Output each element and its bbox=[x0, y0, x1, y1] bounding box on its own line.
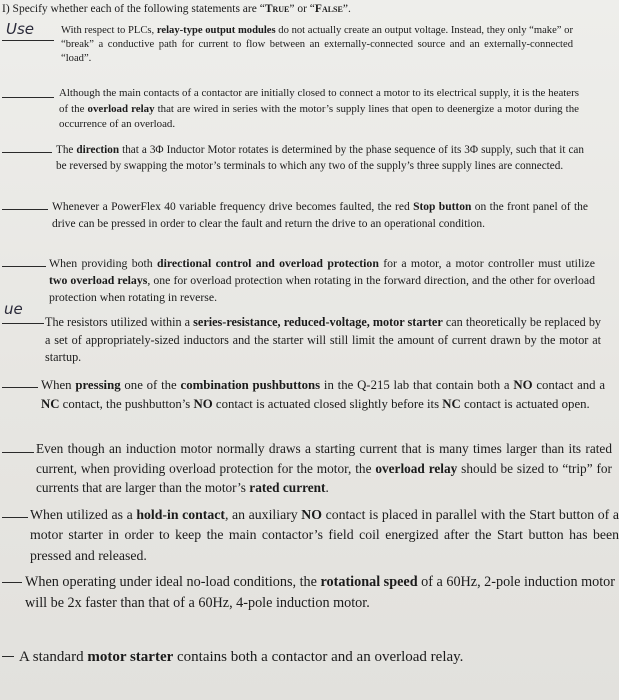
bold-term: Stop button bbox=[413, 201, 472, 213]
question-header bbox=[2, 3, 351, 15]
statement-text: do not actually create an output voltage. Instead, they only “make” or “break” a conductive path for current to flow between an externally-connected source and an externally-connected “load”. bbox=[61, 25, 574, 65]
bold-term: hold-in contact bbox=[136, 507, 225, 522]
statement-text: that a 3Φ Inductor Motor rotates is determined by the phase sequence of its 3Φ supply, such that it can be reversed by swapping the motor’s terminals to which any two of the supply’s three supply lines are connected. bbox=[56, 144, 584, 173]
header-text-before: Specify whether each of the following statements are “ bbox=[12, 3, 265, 15]
statement-3 bbox=[56, 142, 584, 174]
statement-5 bbox=[49, 255, 595, 306]
statement-text: , one for overload protection when rotating in the forward direction, and the other for overload protection when rotating in reverse. bbox=[49, 273, 595, 304]
bold-term: pressing bbox=[75, 378, 121, 392]
bold-term: relay-type output modules bbox=[156, 25, 276, 36]
answer-blank-4[interactable] bbox=[2, 209, 48, 210]
statement-text: on the front panel of the drive can be pressed in order to clear the fault and return the drive to an operational condition. bbox=[52, 201, 589, 230]
statement-4 bbox=[52, 199, 588, 232]
bold-term: overload relay bbox=[87, 102, 155, 115]
true-word: True bbox=[264, 3, 290, 15]
statement-8 bbox=[36, 439, 612, 498]
bold-term: combination pushbuttons bbox=[180, 378, 321, 392]
statement-text: Although the main contacts of a contactor are initially closed to connect a motor to its electrical supply, it is the heaters of the bbox=[59, 87, 579, 115]
answer-blank-5[interactable] bbox=[2, 266, 46, 267]
question-number: I) bbox=[2, 3, 10, 15]
statement-text: The resistors utilized within a bbox=[45, 315, 194, 329]
statement-text: in the Q-215 lab that contain both a bbox=[320, 378, 514, 392]
bold-term: NC bbox=[442, 396, 461, 411]
statement-text: . bbox=[325, 480, 329, 496]
statement-text: contact is actuated open. bbox=[460, 396, 590, 411]
statement-text: When bbox=[41, 378, 76, 392]
answer-blank-9[interactable] bbox=[2, 517, 28, 518]
bold-term: NC bbox=[41, 396, 60, 411]
answer-blank-6[interactable] bbox=[2, 323, 44, 324]
statement-text: for a motor, a motor controller must utilize bbox=[378, 256, 595, 270]
statement-9 bbox=[30, 505, 619, 566]
handwritten-answer-6: ue bbox=[4, 300, 23, 318]
statement-text: contains both a contactor and an overload relay. bbox=[173, 649, 464, 665]
bold-term: NO bbox=[193, 396, 213, 411]
statement-text: one of the bbox=[120, 378, 181, 392]
statement-text: contact and a bbox=[532, 378, 606, 392]
answer-blank-2[interactable] bbox=[2, 97, 54, 98]
bold-term: NO bbox=[301, 507, 322, 522]
bold-term: rated current bbox=[249, 480, 326, 496]
statement-text: The bbox=[56, 144, 77, 156]
answer-blank-10[interactable] bbox=[2, 582, 22, 583]
statement-text: contact is placed in parallel with the Start button of a motor starter in order to keep the main contactor’s field coil energized after the Start button has been pressed and released. bbox=[30, 507, 619, 563]
answer-blank-8[interactable] bbox=[2, 452, 34, 453]
statement-text: With respect to PLCs, bbox=[61, 25, 157, 36]
statement-text: When providing both bbox=[49, 256, 158, 270]
statement-text: contact is actuated closed slightly before its bbox=[212, 396, 443, 411]
statement-text: Even though an induction motor normally draws a starting current that is many times larger than its rated current, when providing overload protection for the motor, the bbox=[36, 441, 612, 476]
statement-2 bbox=[59, 86, 579, 133]
header-text-after: ”. bbox=[342, 3, 351, 15]
bold-term: directional control and overload protection bbox=[157, 256, 379, 270]
answer-blank-11[interactable] bbox=[2, 656, 14, 657]
statement-10 bbox=[25, 572, 619, 615]
bold-term: NO bbox=[513, 378, 533, 392]
statement-text: of a 60Hz, 2-pole induction motor will be 2x faster than that of a 60Hz, 4-pole induction motor. bbox=[25, 574, 615, 612]
statement-text: can theoretically be replaced by a set of appropriately-sized inductors and the starter will still limit the amount of current drawn by the motor at startup. bbox=[45, 315, 602, 365]
statement-7 bbox=[41, 376, 605, 413]
statement-text: that are wired in series with the motor’s supply lines that open to deenergize a motor during the occurrence of an overload. bbox=[59, 102, 579, 131]
statement-text: should be sized to “trip” for currents that are larger than the motor’s bbox=[36, 460, 612, 496]
statement-text: , an auxiliary bbox=[225, 507, 302, 522]
header-text-middle: ” or “ bbox=[289, 3, 315, 15]
bold-term: series-resistance, reduced-voltage, motor starter bbox=[193, 315, 443, 329]
statement-text: Whenever a PowerFlex 40 variable frequency drive becomes faulted, the red bbox=[52, 201, 414, 213]
handwritten-answer-1: Use bbox=[6, 20, 35, 38]
false-word: False bbox=[314, 3, 343, 15]
statement-text: When utilized as a bbox=[30, 507, 137, 522]
answer-blank-3[interactable] bbox=[2, 152, 52, 153]
statement-text: A standard bbox=[19, 649, 88, 665]
bold-term: rotational speed bbox=[320, 574, 418, 590]
statement-11 bbox=[19, 646, 619, 668]
bold-term: direction bbox=[76, 144, 120, 156]
bold-term: two overload relays bbox=[49, 273, 148, 287]
bold-term: overload relay bbox=[375, 460, 458, 476]
bold-term: motor starter bbox=[87, 649, 174, 665]
statement-1 bbox=[61, 24, 573, 67]
statement-text: When operating under ideal no-load conditions, the bbox=[25, 574, 321, 590]
answer-blank-7[interactable] bbox=[2, 387, 38, 388]
answer-blank-1[interactable] bbox=[2, 40, 54, 41]
statement-text: contact, the pushbutton’s bbox=[59, 396, 194, 411]
statement-6 bbox=[45, 314, 601, 367]
